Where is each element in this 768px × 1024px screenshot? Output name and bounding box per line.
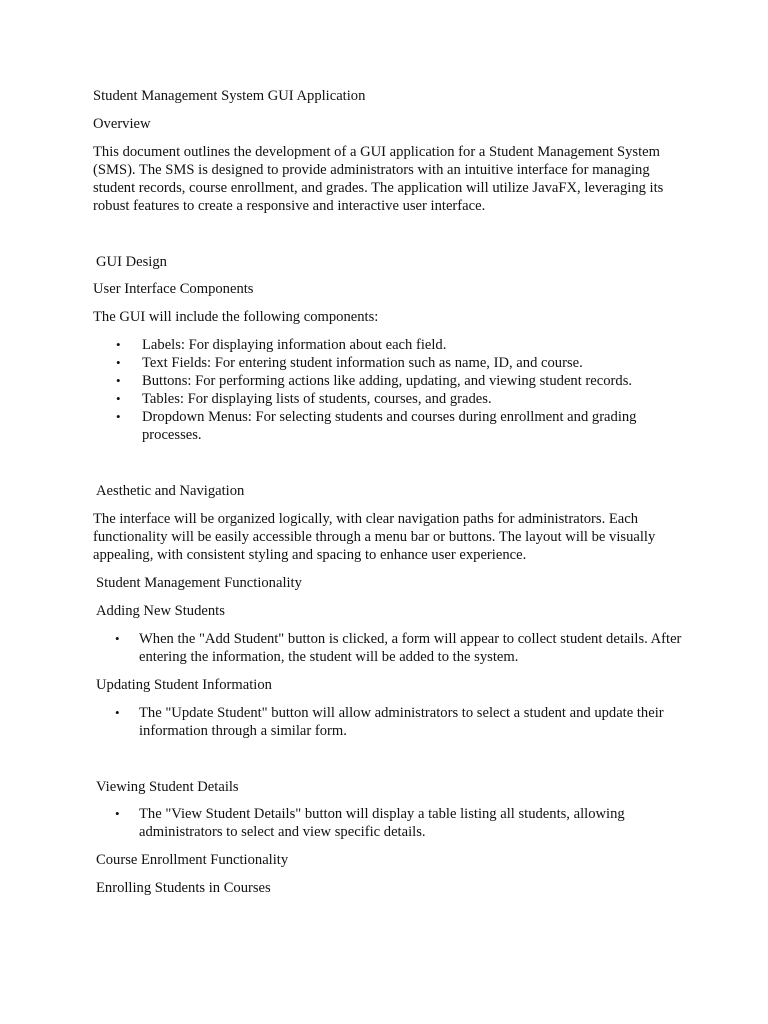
aesthetic-heading: Aesthetic and Navigation (96, 483, 245, 499)
list-item: • Labels: For displaying information about each field. (116, 337, 447, 353)
list-item: • Tables: For displaying lists of students, courses, and grades. (116, 391, 492, 407)
list-item: • The "Update Student" button will allow administrators to select a student and update their information through a similar form. (115, 705, 664, 739)
bullet-icon: • (116, 409, 121, 424)
student-management-heading: Student Management Functionality (96, 575, 302, 591)
components-list (116, 336, 682, 444)
bullet-icon: • (115, 631, 120, 646)
bullet-icon: • (115, 806, 120, 821)
viewing-student-heading: Viewing Student Details (96, 779, 239, 795)
course-enrollment-heading: Course Enrollment Functionality (96, 852, 289, 868)
list-item: • The "View Student Details" button will display a table listing all students, allowing administrators to select and view specific details. (115, 806, 625, 840)
gui-design-heading: GUI Design (96, 254, 167, 270)
bullet-icon: • (116, 355, 121, 370)
overview-paragraph: This document outlines the development of a GUI application for a Student Management System (SMS). The SMS is designed to provide administrators with an intuitive interface for managing student records, course enrollment, and grades. The application will utilize JavaFX, leveraging its robust features to create a responsive and interactive user interface. (93, 144, 664, 214)
list-item: • Text Fields: For entering student information such as name, ID, and course. (116, 355, 583, 371)
list-item: • Buttons: For performing actions like adding, updating, and viewing student records. (116, 373, 633, 389)
bullet-icon: • (116, 391, 121, 406)
bullet-icon: • (116, 373, 121, 388)
adding-list (115, 630, 684, 666)
list-item: • Dropdown Menus: For selecting students and courses during enrollment and grading processes. (116, 409, 637, 443)
document-title: Student Management System GUI Application (93, 88, 366, 104)
list-item: • When the "Add Student" button is clicked, a form will appear to collect student details. After entering the information, the student will be added to the system. (115, 631, 682, 665)
viewing-list (115, 805, 684, 841)
updating-list (115, 704, 684, 740)
aesthetic-paragraph: The interface will be organized logically, with clear navigation paths for administrators. Each functionality will be easily accessible through a menu bar or buttons. The layout will be visually appealing, with consistent styling and spacing to enhance user experience. (93, 511, 656, 563)
overview-heading: Overview (93, 116, 151, 132)
bullet-icon: • (115, 705, 120, 720)
adding-students-heading: Adding New Students (96, 603, 225, 619)
updating-student-heading: Updating Student Information (96, 677, 272, 693)
bullet-icon: • (116, 337, 121, 352)
components-intro: The GUI will include the following components: (93, 309, 379, 325)
ui-components-heading: User Interface Components (93, 281, 254, 297)
enrolling-students-heading: Enrolling Students in Courses (96, 880, 271, 896)
